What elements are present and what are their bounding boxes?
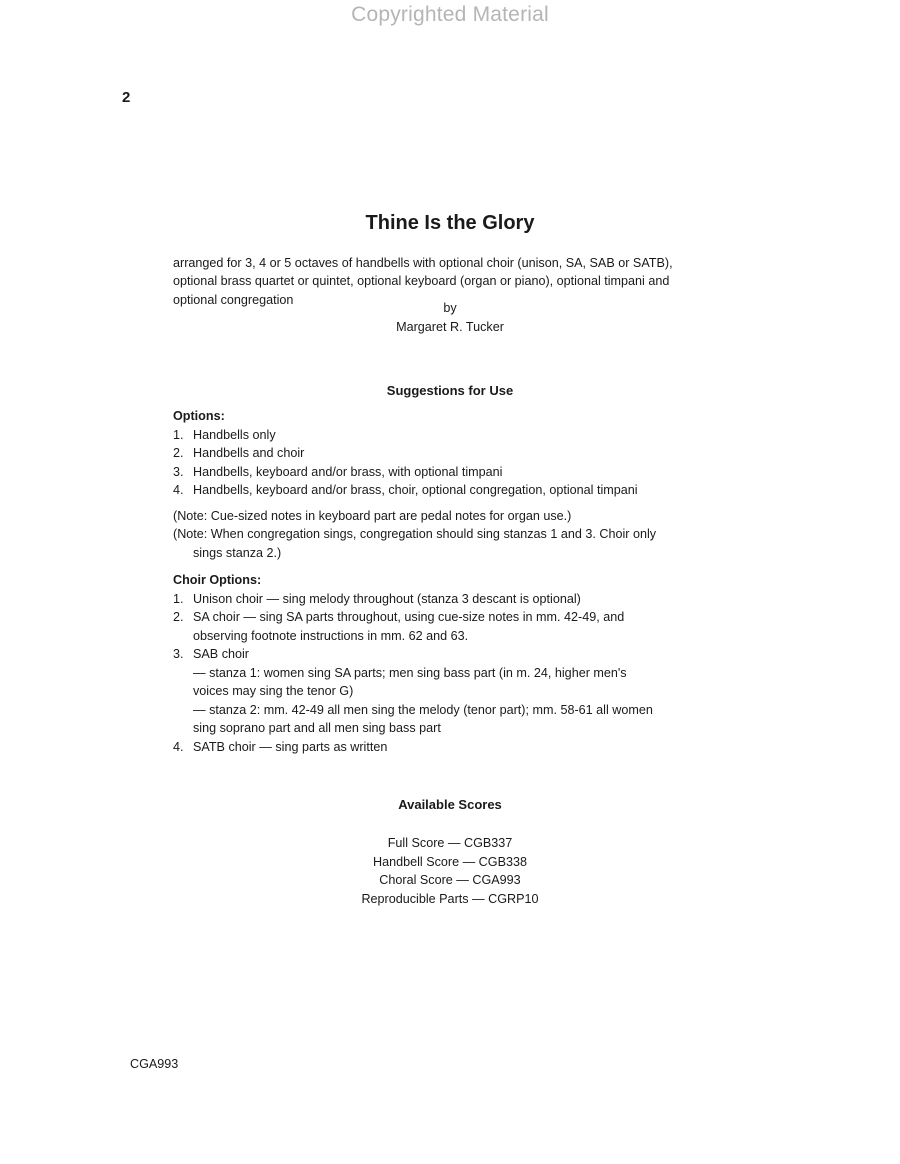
list-item (173, 738, 753, 757)
list-text: Handbells and choir (193, 446, 305, 460)
options-heading: Options: (173, 409, 225, 423)
page-title: Thine Is the Glory (365, 212, 535, 234)
list-number: 1. (173, 427, 184, 442)
list-number: 2. (173, 610, 184, 624)
description-line: optional brass quartet or quintet, optional keyboard (organ or piano), optional timpani and (173, 274, 670, 289)
list-text: voices may sing the tenor G) (193, 684, 354, 698)
congregation-note-continued: sings stanza 2.) (193, 545, 282, 560)
score-item: Reproducible Parts — CGRP10 (361, 891, 539, 906)
list-text: sing soprano part and all men sing bass part (193, 721, 441, 735)
list-number: 3. (173, 464, 184, 479)
list-text: SA choir — sing SA parts throughout, using cue-size notes in mm. 42-49, and (193, 610, 625, 624)
list-number: 1. (173, 591, 184, 606)
choir-options-section (173, 571, 753, 756)
score-item: Handbell Score — CGB338 (372, 854, 527, 869)
list-number: 4. (173, 739, 184, 754)
score-item: Choral Score — CGA993 (379, 873, 521, 888)
choir-options-heading: Choir Options: (173, 573, 262, 587)
list-item (173, 645, 753, 738)
list-item (173, 590, 753, 609)
list-text: — stanza 2: mm. 42-49 all men sing the melody (tenor part); mm. 58-61 all women (193, 702, 653, 717)
options-section (173, 407, 753, 562)
list-text: observing footnote instructions in mm. 62 and 63. (193, 628, 469, 643)
list-text: — stanza 1: women sing SA parts; men sing bass part (in m. 24, higher men's (193, 665, 627, 680)
list-number: 3. (173, 647, 184, 661)
congregation-note: (Note: When congregation sings, congregation should sing stanzas 1 and 3. Choir only (173, 527, 657, 541)
description-line: optional congregation (173, 292, 294, 307)
copyright-watermark: Copyrighted Material (351, 3, 549, 26)
list-text: SATB choir — sing parts as written (193, 739, 388, 754)
description-line: arranged for 3, 4 or 5 octaves of handbells with optional choir (unison, SA, SAB or SATB), (173, 256, 673, 270)
list-item (173, 608, 753, 645)
list-item (173, 426, 753, 445)
list-text: Handbells, keyboard and/or brass, choir, optional congregation, optional timpani (193, 483, 638, 497)
list-item (173, 481, 753, 500)
list-text: Unison choir — sing melody throughout (stanza 3 descant is optional) (193, 591, 581, 606)
list-number: 4. (173, 483, 184, 497)
page-number: 2 (122, 89, 131, 106)
by-label: by (443, 301, 457, 315)
catalog-code: CGA993 (130, 1057, 179, 1071)
available-scores-heading: Available Scores (398, 797, 502, 812)
score-item: Full Score — CGB337 (387, 836, 513, 850)
list-item (173, 444, 753, 463)
list-text: Handbells only (193, 427, 276, 442)
list-text: Handbells, keyboard and/or brass, with optional timpani (193, 464, 503, 479)
scores-list (0, 834, 900, 908)
suggestions-heading: Suggestions for Use (386, 383, 514, 398)
keyboard-note: (Note: Cue-sized notes in keyboard part are pedal notes for organ use.) (173, 508, 572, 523)
author-name: Margaret R. Tucker (396, 320, 504, 334)
list-item (173, 463, 753, 482)
list-text: SAB choir (193, 647, 249, 661)
list-number: 2. (173, 446, 184, 460)
